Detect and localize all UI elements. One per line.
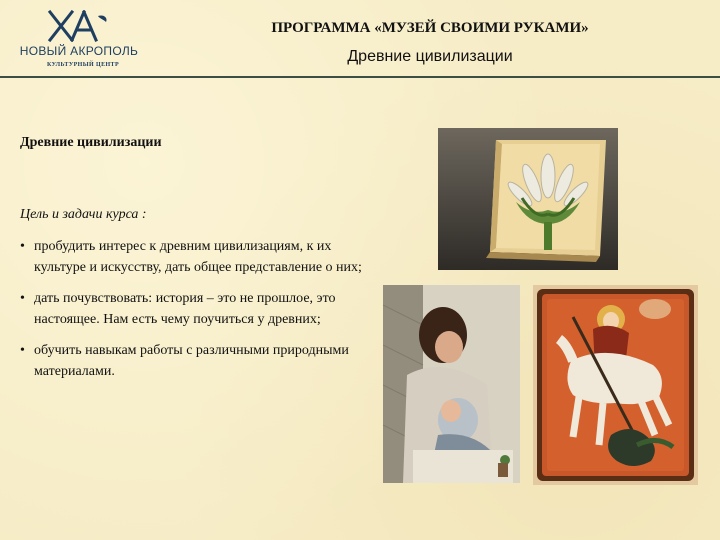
bullet-icon: • xyxy=(20,343,25,358)
bullet-icon: • xyxy=(20,291,25,306)
section-heading: Древние цивилизации xyxy=(20,135,162,150)
acropolis-emblem-icon xyxy=(46,8,112,44)
bullet-icon: • xyxy=(20,239,25,254)
program-title: ПРОГРАММА «МУЗЕЙ СВОИМИ РУКАМИ» xyxy=(271,20,589,36)
goals-list xyxy=(20,236,380,392)
list-item-text: пробудить интерес к древним цивилизациям, к их культуре и искусству, дать общее представление о них; xyxy=(34,239,362,275)
workshop-photo xyxy=(383,285,520,483)
lotus-relief-image xyxy=(438,128,618,270)
list-item-text: обучить навыкам работы с различными природными материалами. xyxy=(34,343,349,379)
header-divider xyxy=(0,76,720,78)
list-item xyxy=(20,288,380,330)
list-item xyxy=(20,236,380,278)
slide-header xyxy=(0,0,720,80)
slide-subtitle: Древние цивилизации xyxy=(347,48,513,65)
goals-label: Цель и задачи курса : xyxy=(20,207,147,222)
list-item xyxy=(20,340,380,382)
new-acropolis-logo xyxy=(14,6,144,74)
saint-george-relief-image xyxy=(533,285,698,485)
list-item-text: дать почувствовать: история – это не прошлое, это настоящее. Нам есть чему поучиться у древних; xyxy=(34,291,336,327)
logo-name: НОВЫЙ АКРОПОЛЬ xyxy=(19,44,139,58)
logo-subtitle: КУЛЬТУРНЫЙ ЦЕНТР xyxy=(46,62,120,68)
